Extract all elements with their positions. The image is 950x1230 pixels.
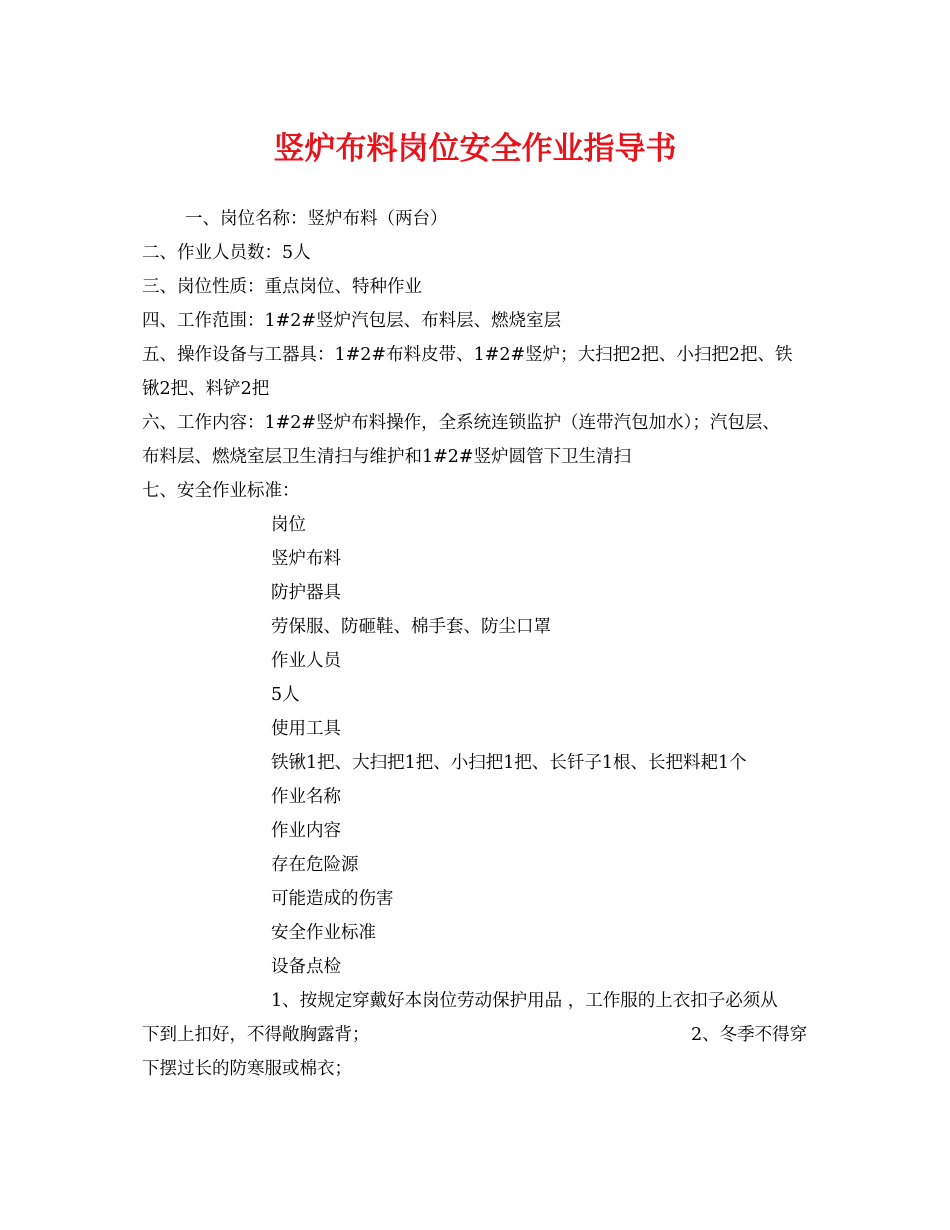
table-item: 5人: [271, 685, 300, 705]
section-work-scope: 四、工作范围：1#2#竖炉汽包层、布料层、燃烧室层: [142, 311, 562, 331]
table-item: 防护器具: [271, 583, 341, 603]
table-item: 岗位: [271, 515, 306, 535]
section-post-nature: 三、岗位性质：重点岗位、特种作业: [142, 277, 422, 297]
table-item: 设备点检: [271, 957, 341, 977]
document-title: 竖炉布料岗位安全作业指导书: [273, 131, 677, 167]
table-item: 作业内容: [271, 821, 341, 841]
section-post-name: 一、岗位名称：竖炉布料（两台）: [185, 209, 448, 229]
standard-item-1-cont: 下到上扣好，不得敞胸露背；: [142, 1025, 370, 1045]
section-work-content-cont: 布料层、燃烧室层卫生清扫与维护和1#2#竖炉圆管下卫生清扫: [142, 447, 632, 467]
table-item: 劳保服、防砸鞋、棉手套、防尘口罩: [271, 617, 551, 637]
standard-item-1: 1、按规定穿戴好本岗位劳动保护用品 ，工作服的上衣扣子必须从: [271, 991, 778, 1011]
table-item: 使用工具: [271, 719, 341, 739]
section-staff-count: 二、作业人员数：5人: [142, 243, 311, 263]
standard-item-2: 2、冬季不得穿: [691, 1025, 808, 1045]
table-item: 竖炉布料: [271, 549, 341, 569]
table-item: 作业人员: [271, 651, 341, 671]
section-equipment-tools-cont: 锹2把、料铲2把: [142, 379, 270, 399]
section-safety-standard-heading: 七、安全作业标准：: [142, 481, 300, 501]
table-item: 作业名称: [271, 787, 341, 807]
table-item: 存在危险源: [271, 855, 359, 875]
table-item: 安全作业标准: [271, 923, 376, 943]
standard-item-2-cont: 下摆过长的防寒服或棉衣；: [142, 1059, 352, 1079]
table-item: 铁锹1把、大扫把1把、小扫把1把、长钎子1根、长把料耙1个: [271, 753, 747, 773]
section-work-content: 六、工作内容：1#2#竖炉布料操作，全系统连锁监护（连带汽包加水）；汽包层、: [142, 413, 780, 433]
table-item: 可能造成的伤害: [271, 889, 394, 909]
section-equipment-tools: 五、操作设备与工器具：1#2#布料皮带、1#2#竖炉；大扫把2把、小扫把2把、铁: [142, 345, 793, 365]
